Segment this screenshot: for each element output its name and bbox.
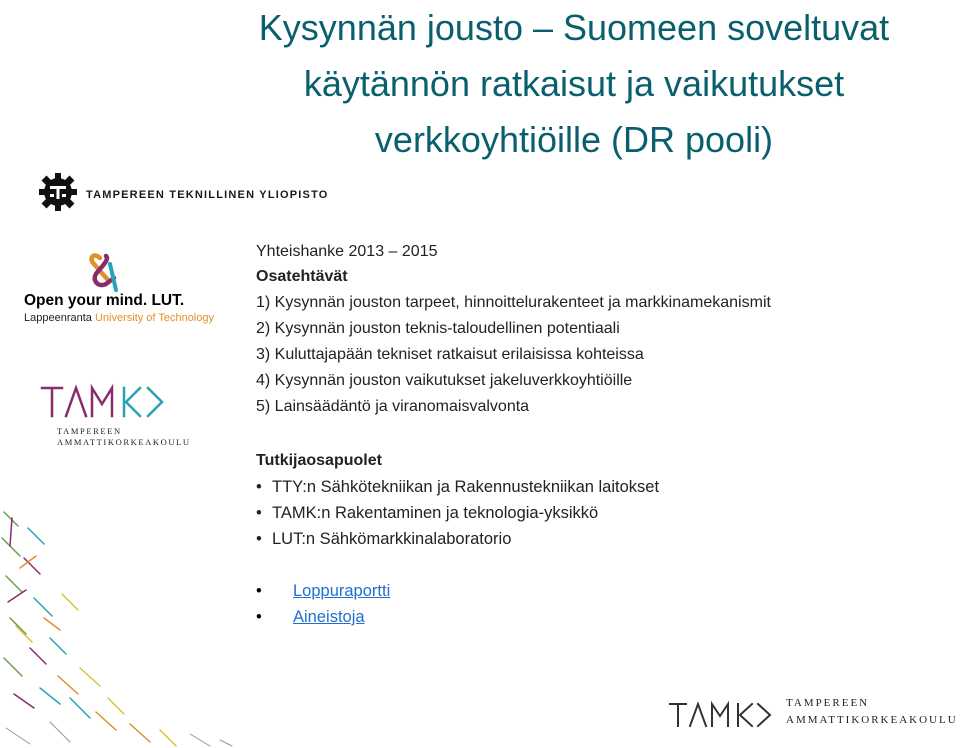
tty-logo bbox=[38, 172, 329, 217]
bullet: • bbox=[256, 530, 262, 548]
task-item: 5) Lainsäädäntö ja viranomaisvalvonta bbox=[256, 398, 530, 415]
tamk-footer-line-1: TAMPEREEN bbox=[786, 697, 870, 709]
title-line-3: verkkoyhtiöille (DR pooli) bbox=[374, 119, 774, 160]
project-years: Yhteishanke 2013 – 2015 bbox=[256, 243, 438, 260]
bullet: • bbox=[256, 608, 262, 626]
tty-logo-text: TAMPEREEN TEKNILLINEN YLIOPISTO bbox=[86, 189, 329, 201]
partners-heading: Tutkijaosapuolet bbox=[256, 452, 382, 469]
tamk-logo-line-1: TAMPEREEN bbox=[57, 426, 122, 436]
tamk-footer-line-2: AMMATTIKORKEAKOULU bbox=[786, 714, 958, 726]
partner-label: TAMK:n Rakentaminen ja teknologia-yksikkö bbox=[272, 504, 599, 522]
tamk-footer-wordmark-icon bbox=[668, 696, 778, 732]
decorative-lines bbox=[0, 498, 250, 748]
title-line-1: Kysynnän jousto – Suomeen soveltuvat bbox=[258, 7, 890, 48]
tamk-logo-line-2: AMMATTIKORKEAKOULU bbox=[57, 437, 191, 447]
tty-emblem-icon bbox=[38, 172, 78, 212]
task-item: 4) Kysynnän jouston vaikutukset jakeluverkkoyhtiöille bbox=[256, 372, 633, 389]
title-line-2: käytännön ratkaisut ja vaikutukset bbox=[303, 63, 845, 104]
tamk-logo bbox=[40, 382, 191, 447]
bullet: • bbox=[256, 582, 262, 600]
tamk-wordmark-icon bbox=[40, 382, 180, 422]
tamk-logo-footer bbox=[668, 696, 958, 737]
partner-label: LUT:n Sähkömarkkinalaboratorio bbox=[272, 530, 512, 548]
partner-item bbox=[256, 530, 511, 549]
lut-ampersand-icon bbox=[24, 248, 214, 292]
loppuraportti-link[interactable]: Loppuraportti bbox=[293, 582, 391, 600]
task-item: 1) Kysynnän jouston tarpeet, hinnoittelurakenteet ja markkinamekanismit bbox=[256, 294, 771, 311]
lut-logo bbox=[24, 248, 214, 324]
aineistoja-link[interactable]: Aineistoja bbox=[293, 608, 365, 626]
tasks-heading: Osatehtävät bbox=[256, 268, 348, 285]
task-item: 2) Kysynnän jouston teknis-taloudellinen potentiaali bbox=[256, 320, 620, 337]
lut-slogan: Open your mind. LUT. bbox=[24, 292, 185, 309]
task-item: 3) Kuluttajapään tekniset ratkaisut erilaisissa kohteissa bbox=[256, 346, 644, 363]
bullet: • bbox=[256, 478, 262, 496]
lut-name: Lappeenranta University of Technology bbox=[24, 312, 214, 324]
partner-label: TTY:n Sähkötekniikan ja Rakennustekniikan laitokset bbox=[272, 478, 660, 496]
bullet: • bbox=[256, 504, 262, 522]
partner-item bbox=[256, 504, 598, 523]
link-item bbox=[256, 608, 365, 627]
partner-item bbox=[256, 478, 659, 497]
link-item bbox=[256, 582, 390, 601]
page-title bbox=[190, 0, 958, 168]
